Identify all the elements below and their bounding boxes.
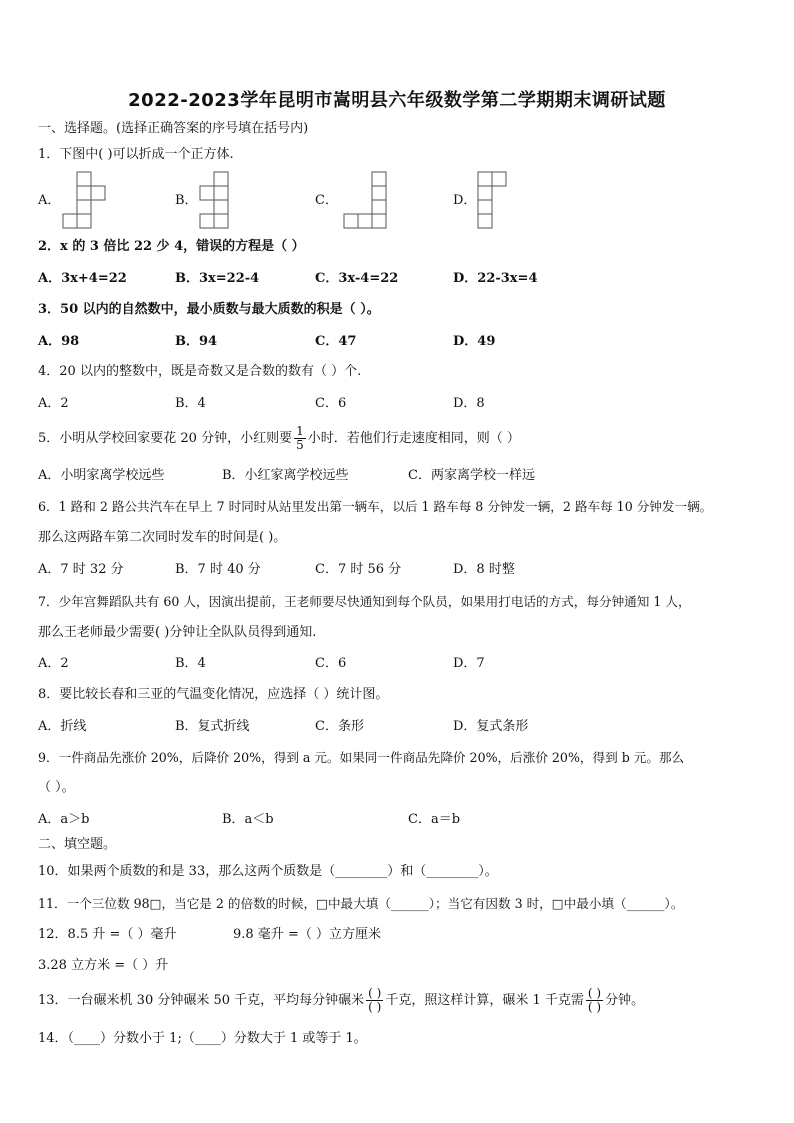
- question-1-stem: 1．下图中( )可以折成一个正方体.: [38, 147, 234, 162]
- q4-option-a: A．2: [38, 396, 69, 411]
- q7-option-b: B．4: [175, 656, 206, 671]
- q6-option-b: B．7 时 40 分: [175, 562, 261, 577]
- q5-fraction-denominator: 5: [296, 438, 304, 452]
- question-9-stem-line1: 9．一件商品先涨价 20%，后降价 20%，得到 a 元。如果同一件商品先降价 20%，后涨价 20%，得到 b 元。那么: [38, 750, 685, 765]
- q5-fraction-numerator: 1: [296, 424, 304, 438]
- q8-option-b: B．复式折线: [175, 719, 250, 734]
- question-12-part-b: 9.8 毫升 =（ ）立方厘米: [233, 927, 381, 942]
- question-10: 10．如果两个质数的和是 33，那么这两个质数是（________）和（________）。: [38, 864, 498, 879]
- q9-option-c: C．a＝b: [408, 812, 461, 827]
- q5-option-b: B．小红家离学校远些: [222, 468, 349, 483]
- q9-option-b: B．a＜b: [222, 812, 274, 827]
- question-9-stem-line2: （ ）。: [38, 780, 75, 795]
- q5-option-a: A．小明家离学校远些: [38, 468, 165, 483]
- q6-option-c: C．7 时 56 分: [315, 562, 402, 577]
- section-heading-choice: 一、选择题。(选择正确答案的序号填在括号内): [38, 121, 309, 136]
- q13-part2: 千克，照这样计算，碾米 1 千克需: [385, 993, 584, 1008]
- question-2-stem: 2．x 的 3 倍比 22 少 4，错误的方程是（ ）: [38, 239, 305, 254]
- q5-fraction: [294, 425, 306, 452]
- q13-fraction-1: [366, 987, 383, 1014]
- q13-part3: 分钟。: [605, 993, 645, 1008]
- q13-fraction-2: [586, 987, 603, 1014]
- q1-option-a-label: A．: [38, 193, 61, 208]
- q9-option-a: A．a＞b: [38, 812, 90, 827]
- q8-option-c: C．条形: [315, 719, 364, 734]
- q5-stem-part2: 小时．若他们行走速度相同，则（ ）: [307, 431, 520, 446]
- question-14: 14．（____）分数小于 1;（____）分数大于 1 或等于 1。: [38, 1031, 367, 1046]
- q8-option-a: A．折线: [38, 719, 87, 734]
- cube-net-c: [343, 171, 389, 231]
- q13-fraction-1-denominator: ( ): [368, 1000, 382, 1014]
- question-7-stem-line2: 那么王老师最少需要( )分钟让全队队员得到通知.: [38, 625, 317, 640]
- question-3-stem: 3．50 以内的自然数中，最小质数与最大质数的积是（ ）。: [38, 302, 380, 317]
- section-heading-fill: 二、填空题。: [38, 837, 117, 852]
- q1-option-d-label: D．: [453, 193, 477, 208]
- question-11: 11．一个三位数 98□，当它是 2 的倍数的时候，□中最大填（______）；当它有因数 3 时，□中最小填（______）。: [38, 896, 684, 911]
- q2-option-b: B．3x=22-4: [175, 271, 260, 286]
- q7-option-d: D．7: [453, 656, 485, 671]
- q7-option-c: C．6: [315, 656, 347, 671]
- page-title: 2022-2023学年昆明市嵩明县六年级数学第二学期期末调研试题: [128, 90, 666, 111]
- q2-option-d: D．22-3x=4: [453, 271, 538, 286]
- question-5-stem: [38, 424, 520, 454]
- q7-option-a: A．2: [38, 656, 69, 671]
- question-8-stem: 8．要比较长春和三亚的气温变化情况，应选择（ ）统计图。: [38, 687, 389, 702]
- q4-option-c: C．6: [315, 396, 347, 411]
- question-13: [38, 984, 644, 1018]
- q6-option-a: A．7 时 32 分: [38, 562, 124, 577]
- q1-option-b-label: B．: [175, 193, 198, 208]
- cube-net-d: [477, 171, 509, 231]
- question-12-part-c: 3.28 立方米 =（ ）升: [38, 958, 169, 973]
- q13-fraction-2-denominator: ( ): [587, 1000, 602, 1014]
- q13-fraction-2-numerator: ( ): [587, 986, 602, 1000]
- q4-option-b: B．4: [175, 396, 206, 411]
- q3-option-a: A．98: [38, 334, 80, 349]
- q3-option-d: D．49: [453, 334, 496, 349]
- q2-option-c: C．3x-4=22: [315, 271, 399, 286]
- q13-part1: 13．一台碾米机 30 分钟碾米 50 千克，平均每分钟碾米: [38, 993, 365, 1008]
- question-6-stem-line1: 6．1 路和 2 路公共汽车在早上 7 时同时从站里发出第一辆车，以后 1 路车每 8 分钟发一辆，2 路车每 10 分钟发一辆。: [38, 499, 713, 514]
- question-4-stem: 4．20 以内的整数中，既是奇数又是合数的数有（ ）个.: [38, 364, 362, 379]
- q5-stem-part1: 5．小明从学校回家要花 20 分钟，小红则要: [38, 431, 293, 446]
- cube-net-a: [62, 171, 107, 231]
- q8-option-d: D．复式条形: [453, 719, 529, 734]
- q13-fraction-1-numerator: ( ): [368, 986, 382, 1000]
- question-6-stem-line2: 那么这两路车第二次同时发车的时间是( )。: [38, 530, 287, 545]
- q2-option-a: A．3x+4=22: [38, 271, 127, 286]
- q4-option-d: D．8: [453, 396, 485, 411]
- q1-option-c-label: C．: [315, 193, 338, 208]
- q3-option-c: C．47: [315, 334, 357, 349]
- q3-option-b: B．94: [175, 334, 218, 349]
- q5-option-c: C．两家离学校一样远: [408, 468, 535, 483]
- question-7-stem-line1: 7．少年宫舞蹈队共有 60 人，因演出提前，王老师要尽快通知到每个队员，如果用打电话的方式，每分钟通知 1 人，: [38, 594, 691, 609]
- question-12-part-a: 12．8.5 升 =（ ）毫升: [38, 927, 177, 942]
- cube-net-b: [199, 171, 231, 231]
- q6-option-d: D．8 时整: [453, 562, 515, 577]
